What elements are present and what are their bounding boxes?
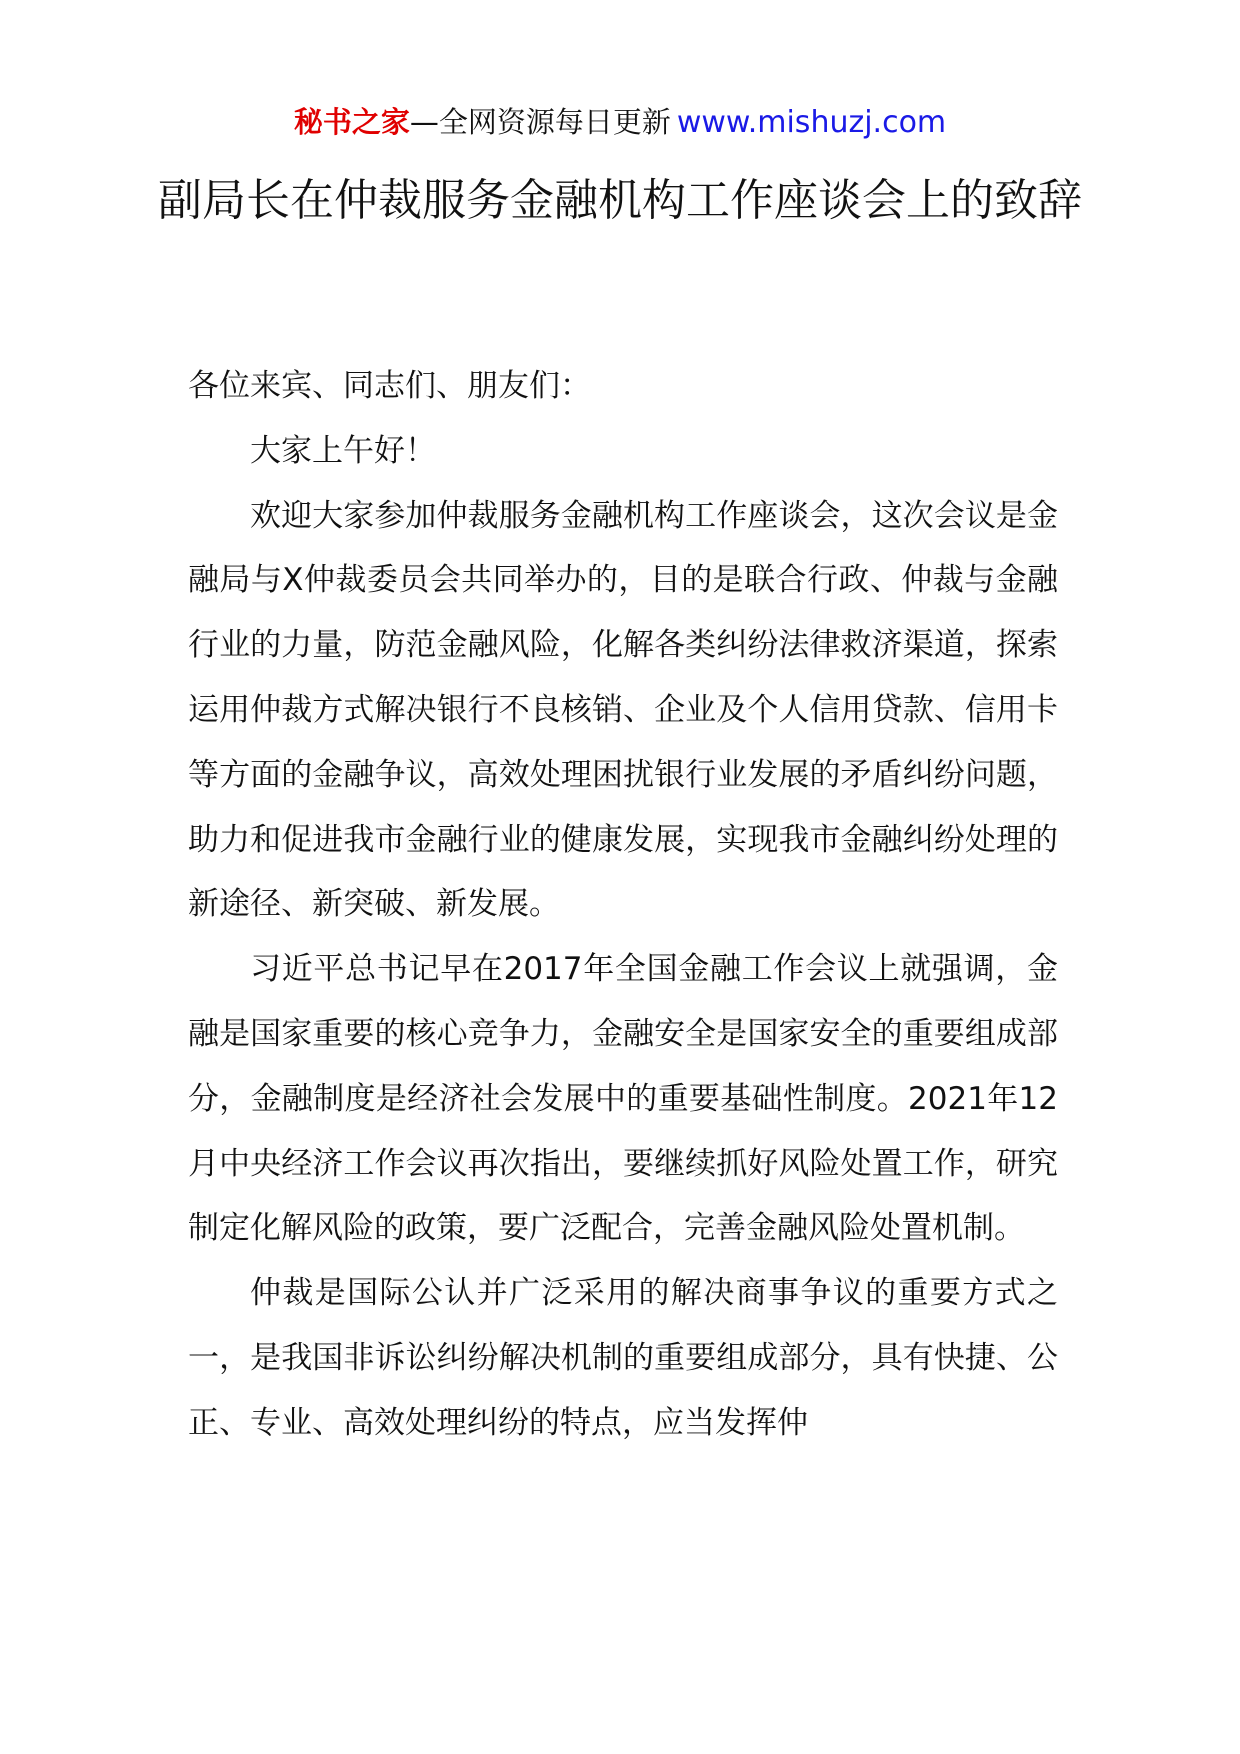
- body-paragraph: 习近平总书记早在2017年全国金融工作会议上就强调，金融是国家重要的核心竞争力，金融安全是国家安全的重要组成部分，金融制度是经济社会发展中的重要基础性制度。2021年12月中央经济工作会议再次指出，要继续抓好风险处置工作，研究制定化解风险的政策，要广泛配合，完善金融风险处置机制。: [188, 951, 1058, 1247]
- site-header: [0, 102, 1240, 143]
- document-body: [188, 354, 1058, 1456]
- body-paragraph: 大家上午好！: [250, 432, 436, 469]
- site-url-link[interactable]: www.mishuzj.com: [676, 105, 947, 140]
- site-brand: 秘书之家: [293, 105, 410, 139]
- document-title: 副局长在仲裁服务金融机构工作座谈会上的致辞: [158, 175, 1082, 226]
- site-tagline: —全网资源每日更新: [409, 105, 671, 139]
- salutation: 各位来宾、同志们、朋友们：: [188, 368, 591, 404]
- body-paragraph: 欢迎大家参加仲裁服务金融机构工作座谈会，这次会议是金融局与X仲裁委员会共同举办的，目的是联合行政、仲裁与金融行业的力量，防范金融风险，化解各类纠纷法律救济渠道，探索运用仲裁方式解决银行不良核销、企业及个人信用贷款、信用卡等方面的金融争议，高效处理困扰银行业发展的矛盾纠纷问题，助力和促进我市金融行业的健康发展，实现我市金融纠纷处理的新途径、新突破、新发展。: [188, 497, 1058, 923]
- body-paragraph: 仲裁是国际公认并广泛采用的解决商事争议的重要方式之一，是我国非诉讼纠纷解决机制的重要组成部分，具有快捷、公正、专业、高效处理纠纷的特点，应当发挥仲: [188, 1275, 1058, 1441]
